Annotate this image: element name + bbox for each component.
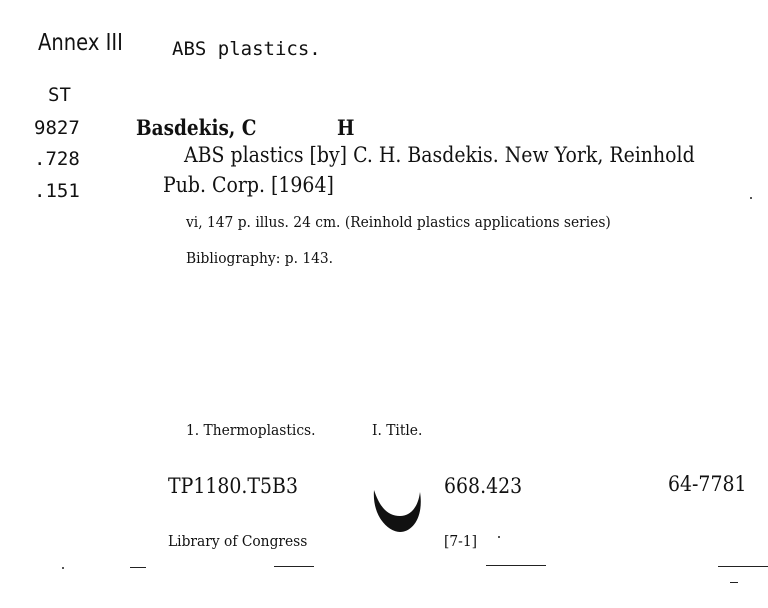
subject-tracing: 1. Thermoplastics. <box>186 421 316 439</box>
card-hole-mark <box>370 486 426 538</box>
dewey-number: 668.423 <box>444 474 523 498</box>
call-number-line-3: .151 <box>34 180 80 202</box>
author-heading: Basdekis, C <box>136 115 257 140</box>
call-number-line-1: 9827 <box>34 117 80 139</box>
library-of-congress: Library of Congress <box>168 532 308 550</box>
card-number: 64-7781 <box>668 472 747 496</box>
title-tracing: I. Title. <box>372 421 423 439</box>
annex-label: Annex III <box>38 30 123 56</box>
scan-dash <box>486 565 546 566</box>
print-key: [7-1] <box>444 532 477 550</box>
scan-speck <box>62 567 64 569</box>
collation-line: vi, 147 p. illus. 24 cm. (Reinhold plastics applications series) <box>186 213 611 231</box>
title-statement-line-2: Pub. Corp. [1964] <box>163 173 334 197</box>
title-statement-line-1: ABS plastics [by] C. H. Basdekis. New York, Reinhold <box>184 143 695 167</box>
author-initial: H <box>337 115 355 140</box>
scan-dash <box>718 566 768 567</box>
scan-dash <box>730 582 738 583</box>
scan-speck <box>750 197 752 199</box>
call-number-line-2: .728 <box>34 148 80 170</box>
scan-dash <box>274 566 314 567</box>
lc-classification: TP1180.T5B3 <box>168 474 298 498</box>
scan-speck <box>498 536 500 538</box>
bibliography-note: Bibliography: p. 143. <box>186 249 334 267</box>
topic-heading: ABS plastics. <box>172 38 321 60</box>
call-number-prefix: ST <box>48 84 71 106</box>
scan-dash <box>130 567 146 568</box>
